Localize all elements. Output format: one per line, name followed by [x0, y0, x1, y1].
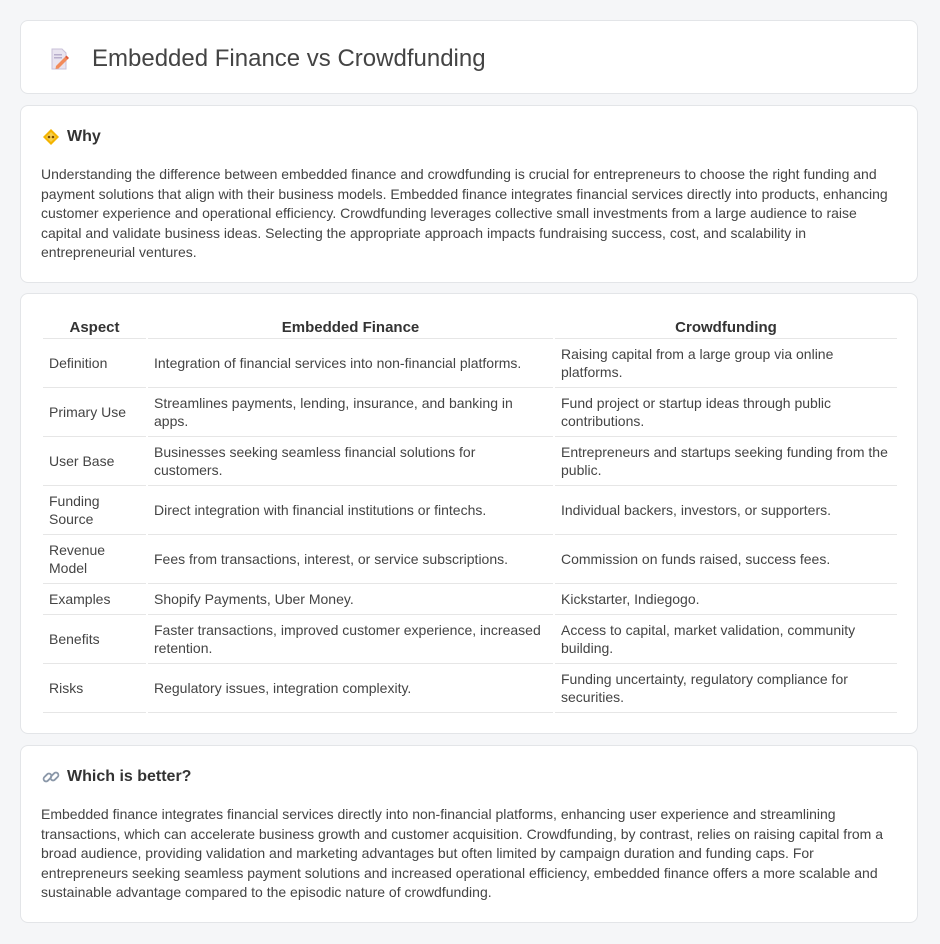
why-heading-row — [41, 126, 101, 148]
cell-crowd: Entrepreneurs and startups seeking funding from the public. — [555, 437, 897, 486]
why-section — [20, 105, 918, 283]
cell-embedded: Businesses seeking seamless financial solutions for customers. — [148, 437, 553, 486]
cell-embedded: Faster transactions, improved customer experience, increased retention. — [148, 615, 553, 664]
page-title: Embedded Finance vs Crowdfunding — [92, 45, 486, 72]
column-header-crowd: Crowdfunding — [555, 316, 897, 339]
document-pen-icon — [47, 47, 71, 71]
cell-aspect: Risks — [43, 664, 146, 713]
table-row — [43, 664, 897, 713]
cell-crowd: Raising capital from a large group via online platforms. — [555, 339, 897, 388]
cell-crowd: Kickstarter, Indiegogo. — [555, 584, 897, 615]
why-text: Understanding the difference between embedded finance and crowdfunding is crucial for entrepreneurs to choose the right funding and payment solutions that align with their business models. Embedded finance integrates financial services directly into products, enhancing customer experience and operational efficiency. Crowdfunding leverages collective small investments from a large audience to raise capital and validate business ideas. Selecting the appropriate approach impacts fundraising success, cost, and scalability in entrepreneurial ventures. — [41, 166, 888, 261]
why-heading: Why — [67, 128, 101, 145]
cell-crowd: Access to capital, market validation, community building. — [555, 615, 897, 664]
table-row — [43, 584, 897, 615]
cell-aspect: Revenue Model — [43, 535, 146, 584]
better-heading: Which is better? — [67, 768, 192, 785]
table-row — [43, 615, 897, 664]
cell-embedded: Regulatory issues, integration complexity. — [148, 664, 553, 713]
table-row — [43, 437, 897, 486]
link-icon — [41, 767, 61, 787]
cell-embedded: Direct integration with financial institutions or fintechs. — [148, 486, 553, 535]
cell-crowd: Individual backers, investors, or supporters. — [555, 486, 897, 535]
cell-aspect: Primary Use — [43, 388, 146, 437]
title-card — [20, 20, 918, 94]
cell-aspect: Examples — [43, 584, 146, 615]
better-heading-row — [41, 766, 191, 788]
which-better-section — [20, 745, 918, 923]
cell-crowd: Funding uncertainty, regulatory compliance for securities. — [555, 664, 897, 713]
table-header-row — [43, 316, 897, 339]
comparison-section — [20, 293, 918, 734]
cell-crowd: Fund project or startup ideas through public contributions. — [555, 388, 897, 437]
cell-aspect: Funding Source — [43, 486, 146, 535]
column-header-aspect: Aspect — [43, 316, 146, 339]
column-header-embedded: Embedded Finance — [148, 316, 553, 339]
table-row — [43, 535, 897, 584]
table-row — [43, 486, 897, 535]
cell-embedded: Shopify Payments, Uber Money. — [148, 584, 553, 615]
cell-aspect: User Base — [43, 437, 146, 486]
table-row — [43, 388, 897, 437]
cell-aspect: Definition — [43, 339, 146, 388]
cell-aspect: Benefits — [43, 615, 146, 664]
diamond-sign-icon — [41, 127, 61, 147]
cell-embedded: Streamlines payments, lending, insurance, and banking in apps. — [148, 388, 553, 437]
cell-crowd: Commission on funds raised, success fees. — [555, 535, 897, 584]
better-text: Embedded finance integrates financial services directly into non-financial platforms, enhancing user experience and streamlining transactions, which can accelerate business growth and customer acquisition. Crowdfunding, by contrast, relies on raising capital from a broad audience, providing validation and marketing advantages but often limited by campaign duration and funding caps. For entrepreneurs seeking seamless payment solutions and increased operational efficiency, embedded finance offers a more scalable and sustainable advantage compared to the episodic nature of crowdfunding. — [41, 806, 883, 901]
table-row — [43, 339, 897, 388]
cell-embedded: Integration of financial services into non-financial platforms. — [148, 339, 553, 388]
comparison-table — [41, 316, 899, 713]
cell-embedded: Fees from transactions, interest, or service subscriptions. — [148, 535, 553, 584]
